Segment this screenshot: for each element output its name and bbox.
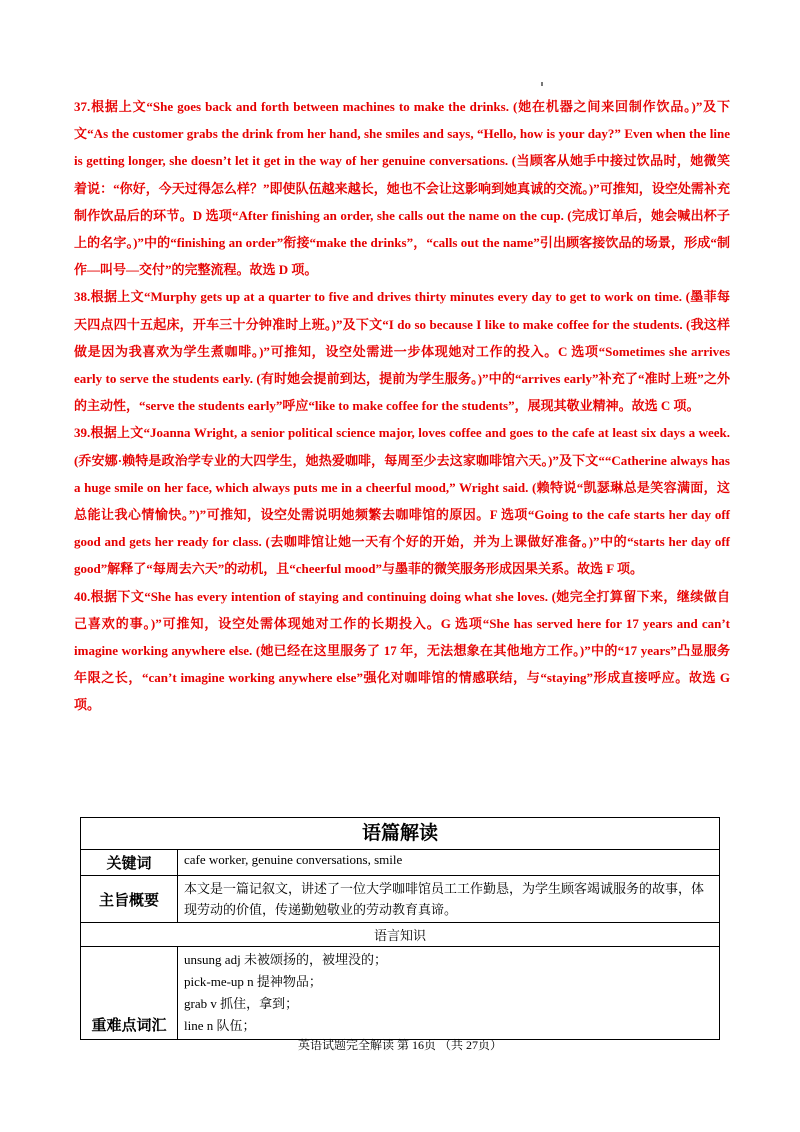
scan-mark — [541, 82, 543, 86]
explanation-section — [74, 93, 730, 719]
summary-label: 主旨概要 — [81, 876, 178, 923]
table-title: 语篇解读 — [81, 818, 720, 850]
page-footer: 英语试题完全解读 第 16页 （共 27页） — [297, 1038, 502, 1052]
explanation-37: 37.根据上文“She goes back and forth between machines to make the drinks. (她在机器之间来回制作饮品。)”及下文“As the customer grabs the drink from her hand, she smiles and says, “Hello, how is your day?” Even when the line is getting longer, she doesn’t let it get in the way of her genuine conversations. (当顾客从她手中接过饮品时，她微笑着说：“你好，今天过得怎么样？”即使队伍越来越长，她也不会让这影响到她真诚的交流。)”可推知，设空处需补充制作饮品后的环节。D 选项“After finishing an order, she calls out the name on the cup. (完成订单后，她会喊出杯子上的名字。)”中的“finishing an order”衔接“make the drinks”，“calls out the name”引出顾客接饮品的场景，形成“制作—叫号—交付”的完整流程。故选 D 项。 — [74, 99, 730, 278]
keywords-label: 关键词 — [81, 850, 178, 876]
language-knowledge-header: 语言知识 — [81, 923, 720, 947]
vocab-label: 重难点词汇 — [81, 947, 178, 1040]
discourse-analysis-table — [80, 817, 720, 1040]
vocab-item: unsung adj 未被颂扬的，被埋没的； — [184, 952, 387, 967]
vocab-item: pick-me-up n 提神物品； — [184, 974, 322, 989]
explanation-40: 40.根据下文“She has every intention of staying and continuing doing what she loves. (她完全打算留下来，继续做自己喜欢的事。)”可推知，设空处需体现她对工作的长期投入。G 选项“She has served here for 17 years and can’t imagine working anywhere else. (她已经在这里服务了 17 年，无法想象在其他地方工作。)”中的“17 years”凸显服务年限之长，“can’t imagine working anywhere else”强化对咖啡馆的情感联结，与“staying”形成直接呼应。故选 G 项。 — [74, 588, 730, 713]
vocab-item: line n 队伍； — [184, 1018, 256, 1033]
explanation-39: 39.根据上文“Joanna Wright, a senior political science major, loves coffee and goes to the cafe at least six days a week. (乔安娜·赖特是政治学专业的大四学生，她热爱咖啡，每周至少去这家咖啡馆六天。)”及下文““Catherine always has a huge smile on her face, which always puts me in a cheerful mood,” Wright said. (赖特说“凯瑟琳总是笑容满面，这总能让我心情愉快。”)”可推知，设空处需说明她频繁去咖啡馆的原因。F 选项“Going to the cafe starts her day off good and gets her ready for class. (去咖啡馆让她一天有个好的开始，并为上课做好准备。)”中的“starts her day off good”解释了“每周去六天”的动机，且“cheerful mood”与墨菲的微笑服务形成因果关系。故选 F 项。 — [74, 425, 730, 577]
summary-value: 本文是一篇记叙文，讲述了一位大学咖啡馆员工工作勤恳，为学生顾客竭诚服务的故事，体现劳动的价值，传递勤勉敬业的劳动教育真谛。 — [178, 876, 720, 923]
vocab-list — [178, 947, 720, 1040]
vocab-item: grab v 抓住，拿到； — [184, 996, 299, 1011]
keywords-value: cafe worker, genuine conversations, smile — [178, 850, 720, 876]
explanation-38: 38.根据上文“Murphy gets up at a quarter to five and drives thirty minutes every day to get to work on time. (墨菲每天四点四十五起床，开车三十分钟准时上班。)”及下文“I do so because I like to make coffee for the students. (我这样做是因为我喜欢为学生煮咖啡。)”可推知，设空处需进一步体现她对工作的投入。C 选项“Sometimes she arrives early to serve the students early. (有时她会提前到达，提前为学生服务。)”中的“arrives early”补充了“准时上班”之外的主动性，“serve the students early”呼应“like to make coffee for the students”，展现其敬业精神。故选 C 项。 — [74, 289, 730, 414]
